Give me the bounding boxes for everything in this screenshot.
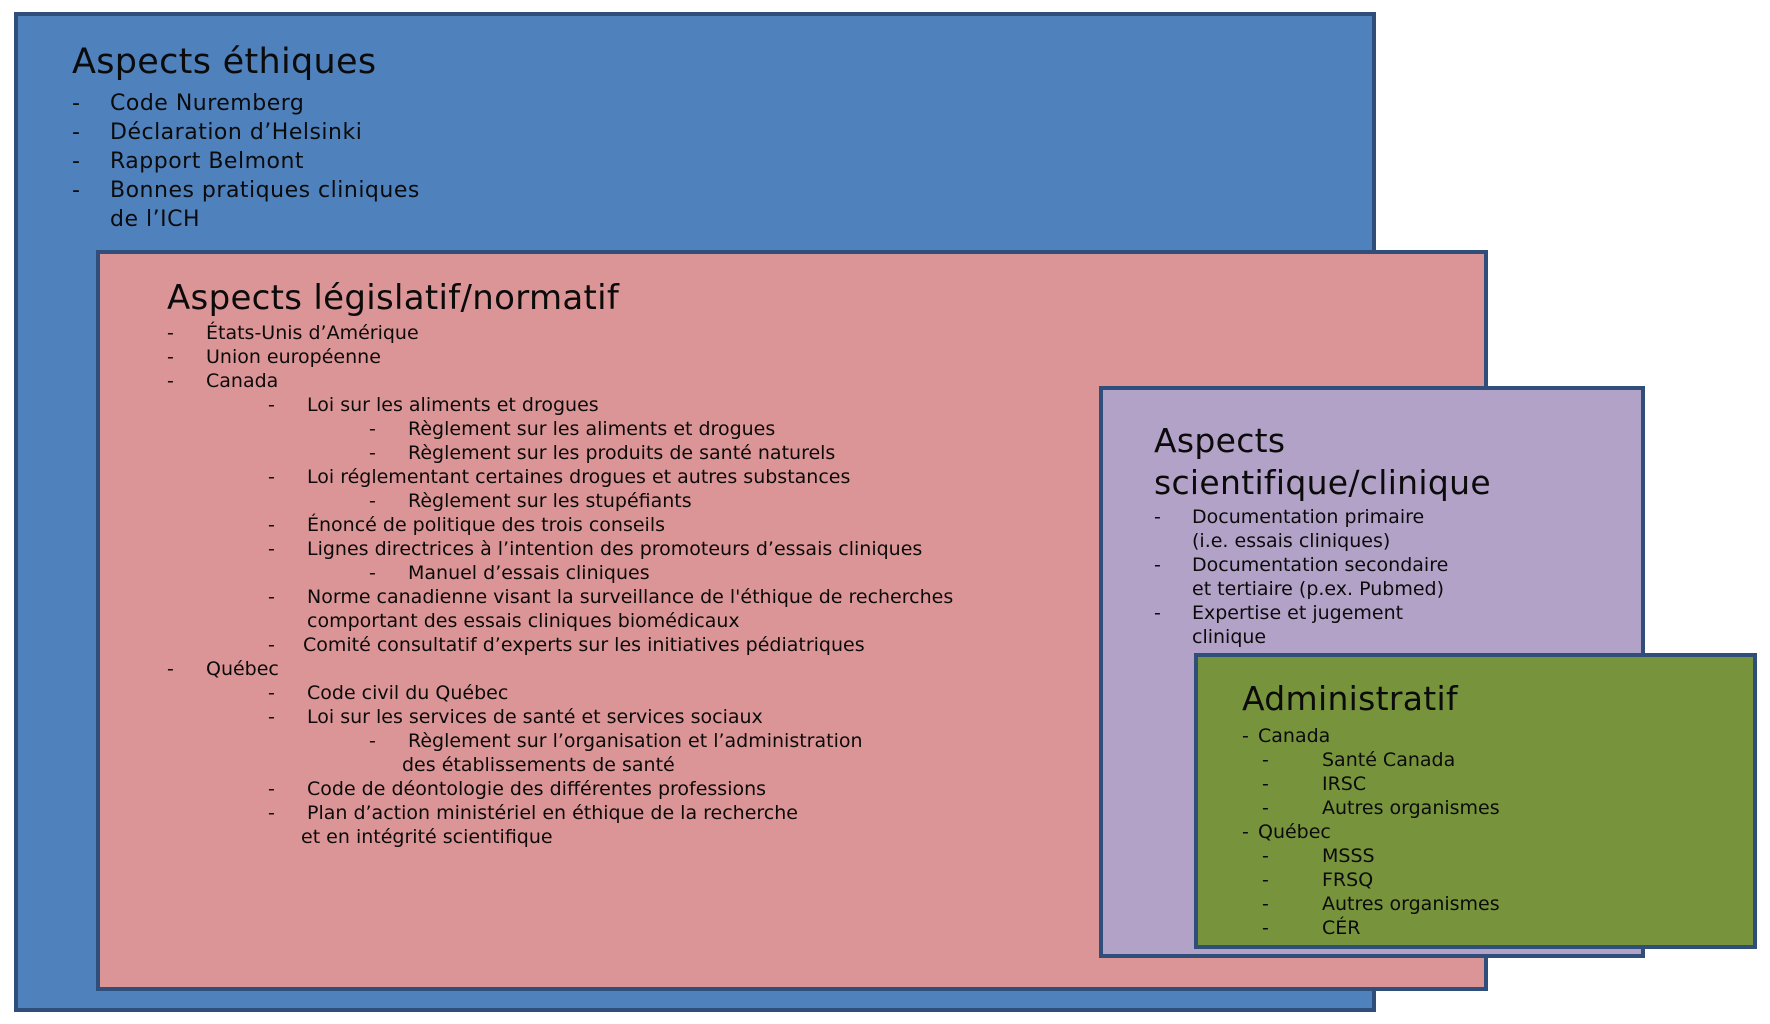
legis-item-rooes-cont: des établissements de santé xyxy=(402,754,675,776)
legis-bullet-5: - xyxy=(369,418,376,440)
legis-item-rpsn: Règlement sur les produits de santé naturels xyxy=(408,442,836,464)
legislatif-title: Aspects législatif/normatif xyxy=(167,278,620,318)
admin-bullet-7: - xyxy=(1262,893,1269,915)
legis-bullet-6: - xyxy=(369,442,376,464)
admin-bullet-canada: - xyxy=(1242,725,1249,747)
admin-bullet-6: - xyxy=(1262,869,1269,891)
legis-bullet-3: - xyxy=(167,370,174,392)
sci-item-expertise-cont: clinique xyxy=(1192,626,1267,648)
ethique-item-4: Bonnes pratiques cliniques xyxy=(110,178,420,203)
legis-bullet-18: - xyxy=(369,730,376,752)
admin-item-autres-1: Autres organismes xyxy=(1322,797,1500,819)
sci-item-primaire: Documentation primaire xyxy=(1192,506,1425,528)
legis-item-plan: Plan d’action ministériel en éthique de la recherche xyxy=(307,802,798,824)
admin-bullet-2: - xyxy=(1262,773,1269,795)
legis-item-manuel: Manuel d’essais cliniques xyxy=(408,562,650,584)
ethique-bullet-3: - xyxy=(72,149,80,174)
admin-bullet-8: - xyxy=(1262,917,1269,939)
admin-item-sante-canada: Santé Canada xyxy=(1322,749,1456,771)
administratif-title: Administratif xyxy=(1242,679,1458,718)
sci-item-primaire-cont: (i.e. essais cliniques) xyxy=(1192,530,1391,552)
ethique-bullet-1: - xyxy=(72,91,80,116)
admin-item-irsc: IRSC xyxy=(1322,773,1367,795)
legis-item-lignes: Lignes directrices à l’intention des promoteurs d’essais cliniques xyxy=(307,538,923,560)
legis-item-lrcd: Loi réglementant certaines drogues et autres substances xyxy=(307,466,851,488)
sci-item-secondaire: Documentation secondaire xyxy=(1192,554,1449,576)
legis-item-lad: Loi sur les aliments et drogues xyxy=(307,394,599,416)
legis-item-quebec: Québec xyxy=(206,658,279,680)
sci-bullet-2: - xyxy=(1154,554,1161,576)
admin-bullet-3: - xyxy=(1262,797,1269,819)
legis-item-lsss: Loi sur les services de santé et services sociaux xyxy=(307,706,763,728)
ethique-item-2: Déclaration d’Helsinki xyxy=(110,120,363,145)
scientifique-title-2: scientifique/clinique xyxy=(1154,463,1491,502)
sci-item-secondaire-cont: et tertiaire (p.ex. Pubmed) xyxy=(1192,578,1444,600)
sci-bullet-1: - xyxy=(1154,506,1161,528)
ethique-item-4-cont: de l’ICH xyxy=(110,207,200,232)
legis-bullet-8: - xyxy=(369,490,376,512)
ethique-bullet-2: - xyxy=(72,120,80,145)
administratif-box xyxy=(1194,653,1757,949)
legis-item-usa: États-Unis d’Amérique xyxy=(206,322,419,344)
legis-item-canada: Canada xyxy=(206,370,279,392)
legis-bullet-4: - xyxy=(268,394,275,416)
legis-item-comite: Comité consultatif d’experts sur les initiatives pédiatriques xyxy=(303,634,865,656)
legis-item-ue: Union européenne xyxy=(206,346,381,368)
legis-bullet-9: - xyxy=(268,514,275,536)
legis-item-ccq: Code civil du Québec xyxy=(307,682,509,704)
legis-item-norme: Norme canadienne visant la surveillance de l'éthique de recherches xyxy=(307,586,954,608)
admin-item-cer: CÉR xyxy=(1322,917,1361,939)
legis-item-rad: Règlement sur les aliments et drogues xyxy=(408,418,776,440)
ethique-item-1: Code Nuremberg xyxy=(110,91,305,116)
ethique-title: Aspects éthiques xyxy=(72,42,377,82)
legis-bullet-16: - xyxy=(268,682,275,704)
legis-item-plan-cont: et en intégrité scientifique xyxy=(301,826,553,848)
legis-bullet-1: - xyxy=(167,322,174,344)
legis-item-code-deonto: Code de déontologie des différentes professions xyxy=(307,778,767,800)
admin-bullet-quebec: - xyxy=(1242,821,1249,843)
admin-item-canada: Canada xyxy=(1258,725,1331,747)
legis-bullet-11: - xyxy=(369,562,376,584)
legis-item-rooes: Règlement sur l’organisation et l’administration xyxy=(408,730,863,752)
legis-bullet-20: - xyxy=(268,778,275,800)
legis-bullet-12: - xyxy=(268,586,275,608)
ethique-bullet-4: - xyxy=(72,178,80,203)
legis-bullet-17: - xyxy=(268,706,275,728)
admin-item-msss: MSSS xyxy=(1322,845,1375,867)
legis-item-eptc: Énoncé de politique des trois conseils xyxy=(307,514,666,536)
sci-item-expertise: Expertise et jugement xyxy=(1192,602,1404,624)
admin-item-quebec: Québec xyxy=(1258,821,1331,843)
admin-item-frsq: FRSQ xyxy=(1322,869,1374,891)
sci-bullet-3: - xyxy=(1154,602,1161,624)
admin-bullet-5: - xyxy=(1262,845,1269,867)
admin-bullet-1: - xyxy=(1262,749,1269,771)
legis-bullet-7: - xyxy=(268,466,275,488)
legis-bullet-15: - xyxy=(167,658,174,680)
legis-bullet-21: - xyxy=(268,802,275,824)
legis-item-norme-cont: comportant des essais cliniques biomédicaux xyxy=(307,610,740,632)
legis-bullet-2: - xyxy=(167,346,174,368)
scientifique-title-1: Aspects xyxy=(1154,421,1286,460)
legis-item-rs: Règlement sur les stupéfiants xyxy=(408,490,692,512)
ethique-item-3: Rapport Belmont xyxy=(110,149,305,174)
legis-bullet-14: - xyxy=(268,634,275,656)
admin-item-autres-2: Autres organismes xyxy=(1322,893,1500,915)
legis-bullet-10: - xyxy=(268,538,275,560)
